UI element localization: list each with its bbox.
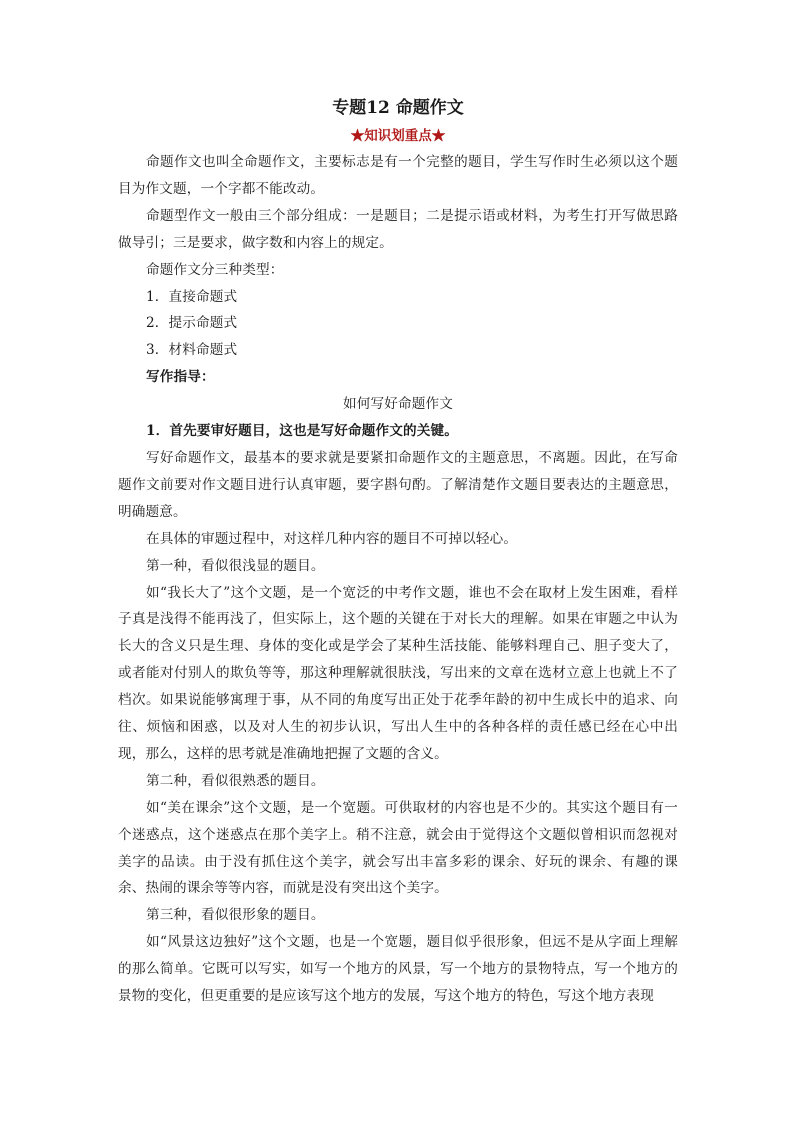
guide-subtitle: 如何写好命题作文 [343, 396, 453, 413]
paragraph-requirement: 写好命题作文，最基本的要求就是要紧扣命题作文的主题意思，不离题。因此，在写命题作文前要对作文题目进行认真审题，要字斟句酌。了解清楚作文题目要表达的主题意思，明确题意。 [118, 449, 678, 520]
paragraph-example-3: 如“风景这边独好”这个文题，也是一个宽题，题目似乎很形象，但远不是从字面上理解的那么简单。它既可以写实，如写一个地方的风景，写一个地方的景物特点，写一个地方的景物的变化，但更重要的是应该写这个地方的发展，写这个地方的特色，写这个地方表现 [118, 934, 678, 1005]
paragraph-example-2: 如“美在课余”这个文题，是一个宽题。可供取材的内容也是不少的。其实这个题目有一个迷惑点，这个迷惑点在那个美字上。稍不注意，就会由于觉得这个文题似曾相识而忽视对美字的品读。由于没有抓住这个美字，就会写出丰富多彩的课余、好玩的课余、有趣的课余、热闹的课余等等内容，而就是没有突出这个美字。 [118, 799, 678, 897]
list-item-type-2: 2．提示命题式 [146, 315, 238, 332]
guide-point-1: 1．首先要审好题目，这也是写好命题作文的关键。 [146, 423, 458, 440]
section-heading-text: 知识划重点 [364, 128, 432, 144]
list-item-type-1: 1．直接命题式 [146, 288, 238, 305]
paragraph-type-three-heading: 第三种，看似很形象的题目。 [146, 907, 325, 924]
paragraph-type-one-heading: 第一种，看似很浅显的题目。 [146, 557, 325, 574]
page-title: 专题12 命题作文 [332, 98, 464, 118]
document-page [118, 93, 678, 1010]
list-item-type-3: 3．材料命题式 [146, 342, 238, 359]
paragraph-type-two-heading: 第二种，看似很熟悉的题目。 [146, 772, 325, 789]
star-icon-left: ★ [350, 128, 365, 144]
star-icon-right: ★ [431, 128, 446, 144]
section-heading [118, 123, 678, 149]
paragraph-types-intro: 命题作文分三种类型： [146, 261, 284, 278]
writing-guide-label: 写作指导： [146, 369, 215, 386]
paragraph-example-1: 如“我长大了”这个文题，是一个宽泛的中考作文题，谁也不会在取材上发生困难，看样子真是浅得不能再浅了，但实际上，这个题的关键在于对长大的理解。如果在审题之中认为长大的含义只是生理、身体的变化或是学会了某种生活技能、能够料理自己、胆子变大了，或者能对付别人的欺负等等，那这种理解就很肤浅，写出来的文章在选材立意上也就上不了档次。如果说能够寓理于事，从不同的角度写出正处于花季年龄的初中生成长中的追求、向往、烦恼和困惑，以及对人生的初步认识，写出人生中的各种各样的责任感已经在心中出现，那么，这样的思考就是准确地把握了文题的含义。 [118, 584, 678, 762]
paragraph-caution: 在具体的审题过程中，对这样几种内容的题目不可掉以轻心。 [146, 530, 518, 547]
paragraph-definition: 命题作文也叫全命题作文，主要标志是有一个完整的题目，学生写作时生必须以这个题目为作文题，一个字都不能改动。 [118, 154, 678, 197]
paragraph-structure: 命题型作文一般由三个部分组成：一是题目；二是提示语或材料，为考生打开写做思路做导引；三是要求，做字数和内容上的规定。 [118, 207, 678, 251]
